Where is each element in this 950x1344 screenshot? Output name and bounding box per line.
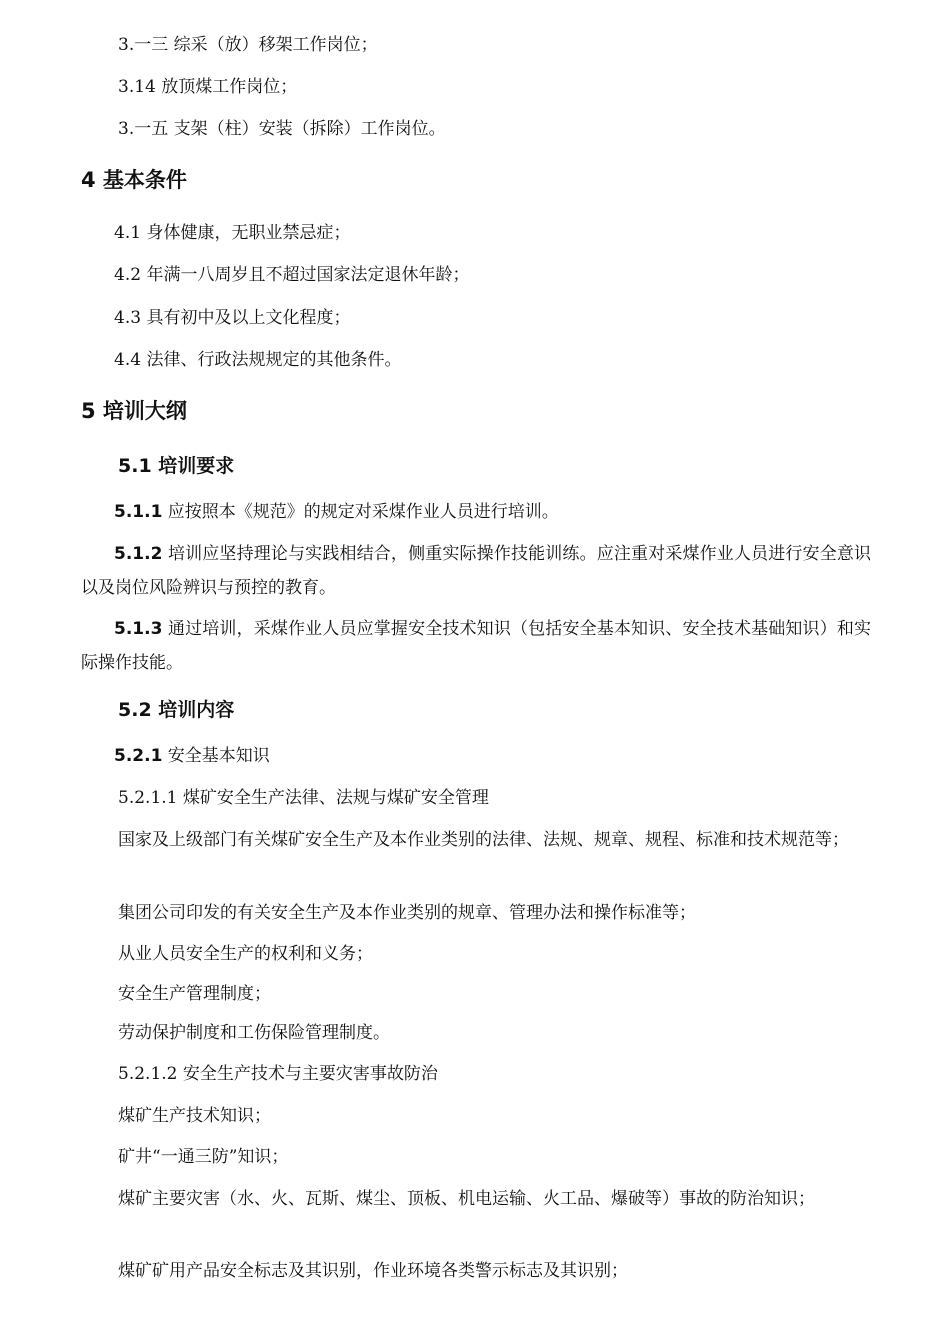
- list-item: 3.14 放顶煤工作岗位；: [118, 77, 298, 97]
- paragraph-5-1-3: [81, 612, 871, 680]
- list-item: 煤矿矿用产品安全标志及其识别，作业环境各类警示标志及其识别；: [118, 1261, 628, 1281]
- list-item: 3.一三 综采（放）移架工作岗位；: [118, 35, 378, 55]
- paragraph-5-1-1: [114, 502, 950, 522]
- list-item: 4.2 年满一八周岁且不超过国家法定退休年龄；: [114, 265, 470, 285]
- list-item: 4.4 法律、行政法规规定的其他条件。: [114, 350, 402, 370]
- list-item: 煤矿主要灾害（水、火、瓦斯、煤尘、顶板、机电运输、火工品、爆破等）事故的防治知识；: [118, 1189, 815, 1209]
- section-heading-4: 4 基本条件: [81, 168, 187, 192]
- subsection-heading-5-1: 5.1 培训要求: [118, 455, 235, 477]
- list-item: 4.3 具有初中及以上文化程度；: [114, 308, 351, 328]
- paragraph-5-2-1: [114, 746, 950, 766]
- section-heading-5: 5 培训大纲: [81, 399, 187, 423]
- list-item: 安全生产管理制度；: [118, 984, 271, 1004]
- list-item: 4.1 身体健康，无职业禁忌症；: [114, 223, 351, 243]
- list-item: 从业人员安全生产的权利和义务；: [118, 944, 373, 964]
- list-item: 国家及上级部门有关煤矿安全生产及本作业类别的法律、法规、规章、规程、标准和技术规范等；: [118, 830, 849, 850]
- clause-text: 安全基本知识: [162, 746, 270, 766]
- list-item: 劳动保护制度和工伤保险管理制度。: [118, 1023, 390, 1043]
- list-item: 集团公司印发的有关安全生产及本作业类别的规章、管理办法和操作标准等；: [118, 903, 696, 923]
- clause-text: 应按照本《规范》的规定对采煤作业人员进行培训。: [162, 502, 559, 522]
- paragraph-5-1-2: [81, 537, 871, 605]
- topic-heading-5-2-1-1: 5.2.1.1 煤矿安全生产法律、法规与煤矿安全管理: [118, 788, 489, 808]
- clause-text: 培训应坚持理论与实践相结合，侧重实际操作技能训练。应注重对采煤作业人员进行安全意识以及岗位风险辨识与预控的教育。: [81, 544, 871, 598]
- list-item: 矿井“一通三防”知识；: [118, 1147, 289, 1167]
- clause-number: 5.1.1: [114, 502, 163, 522]
- clause-number: 5.1.3: [114, 619, 163, 639]
- clause-text: 通过培训，采煤作业人员应掌握安全技术知识（包括安全基本知识、安全技术基础知识）和实际操作技能。: [81, 619, 871, 673]
- topic-heading-5-2-1-2: 5.2.1.2 安全生产技术与主要灾害事故防治: [118, 1064, 438, 1084]
- clause-number: 5.1.2: [114, 544, 163, 564]
- subsection-heading-5-2: 5.2 培训内容: [118, 699, 235, 721]
- clause-number: 5.2.1: [114, 746, 163, 766]
- list-item: 煤矿生产技术知识；: [118, 1106, 271, 1126]
- list-item: 3.一五 支架（柱）安装（拆除）工作岗位。: [118, 119, 446, 139]
